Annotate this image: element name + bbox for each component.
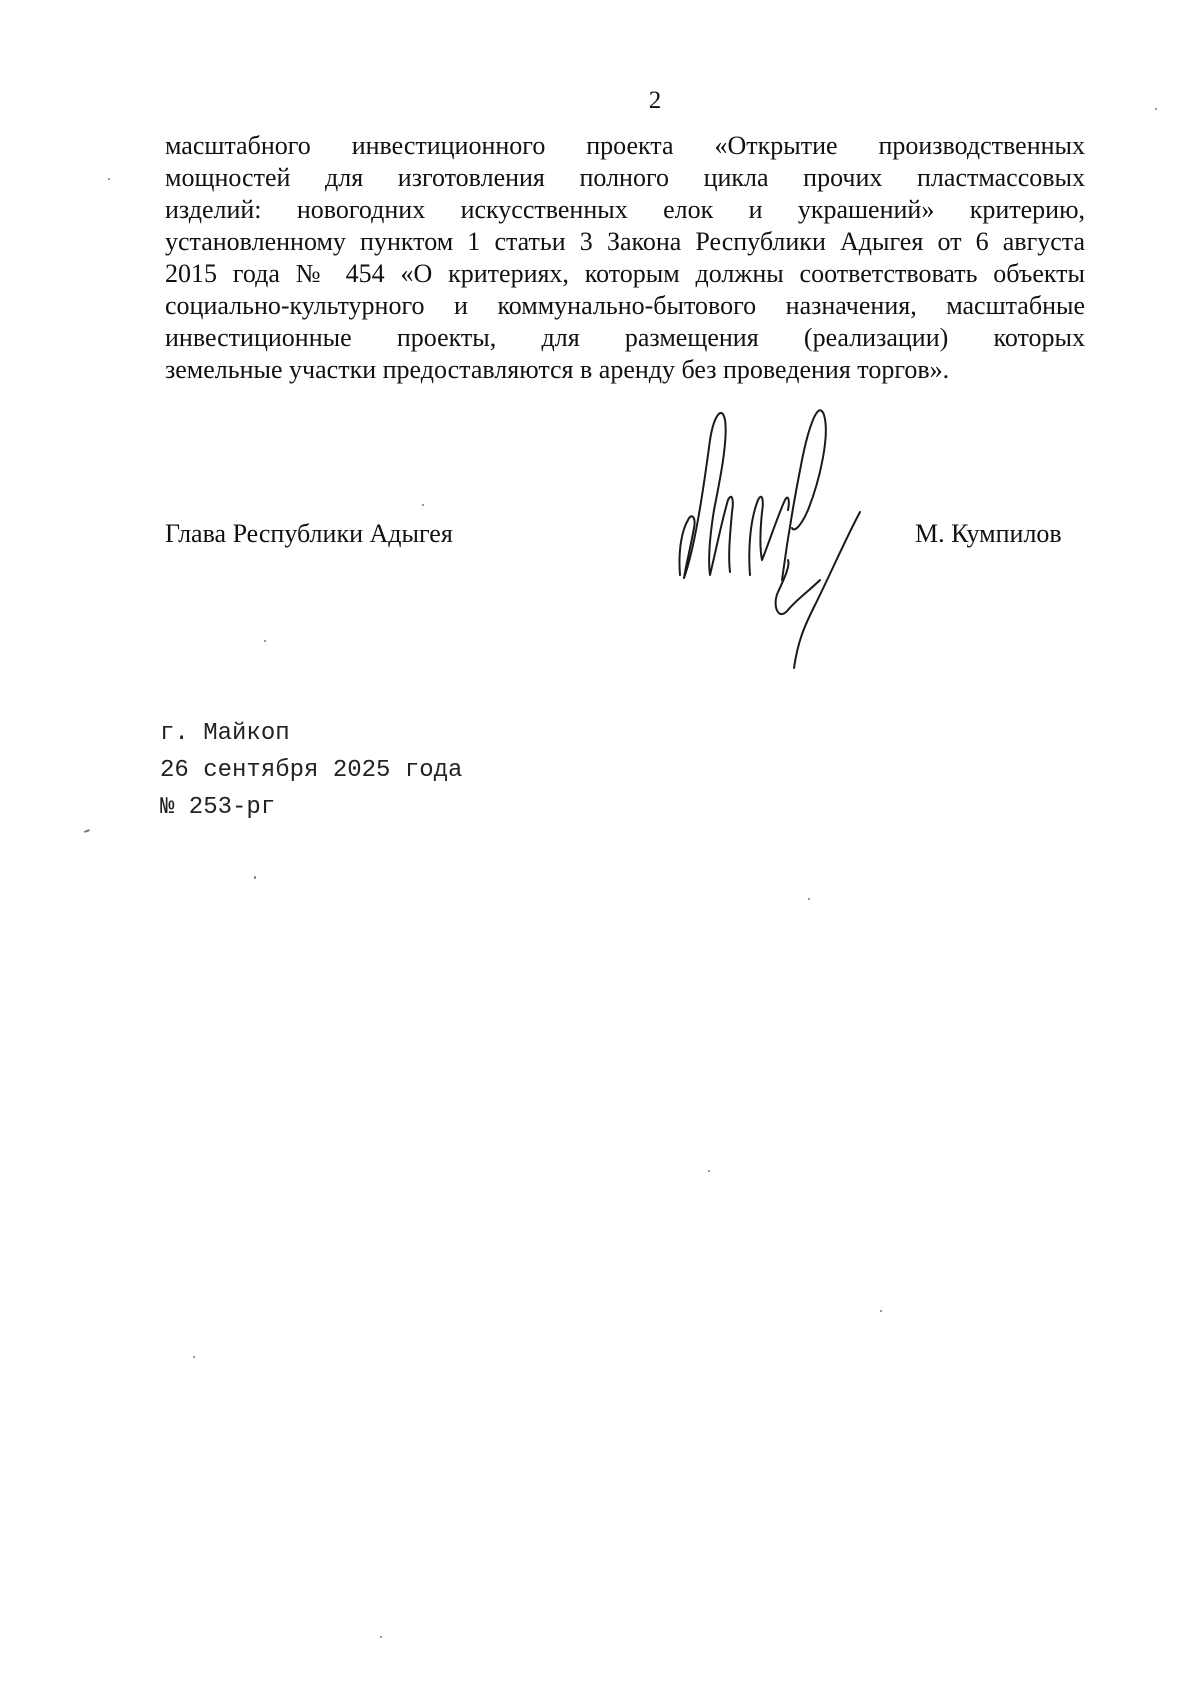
scan-speck (380, 1636, 382, 1638)
scan-speck (708, 1170, 710, 1172)
issue-date: 26 сентября 2025 года (160, 757, 463, 784)
scan-speck (1155, 108, 1157, 110)
document-number: № 253-рг (160, 794, 276, 821)
scan-speck (422, 504, 424, 506)
scan-speck (880, 1310, 882, 1312)
scan-speck (254, 876, 256, 879)
page-number: 2 (648, 87, 662, 114)
signatory-name: М. Кумпилов (915, 519, 1062, 548)
scan-speck (84, 829, 90, 833)
body-line: изделий: новогодних искусственных елок и украшений» критерию, (165, 195, 1085, 224)
body-line: 2015 года № 454 «О критериях, которым должны соответствовать объекты (165, 259, 1085, 288)
issue-city: г. Майкоп (160, 720, 290, 747)
body-line: социально-культурного и коммунально-бытового назначения, масштабные (165, 291, 1085, 320)
document-details (160, 715, 462, 826)
scan-speck (808, 898, 810, 900)
scan-speck (108, 178, 110, 180)
body-line: мощностей для изготовления полного цикла прочих пластмассовых (165, 163, 1085, 192)
scan-speck (264, 640, 266, 642)
body-paragraph (165, 130, 1085, 386)
handwritten-signature (670, 400, 870, 675)
body-line: земельные участки предоставляются в аренду без проведения торгов». (165, 355, 950, 384)
body-line: установленному пунктом 1 статьи 3 Закона Республики Адыгея от 6 августа (165, 227, 1085, 256)
body-line: масштабного инвестиционного проекта «Открытие производственных (165, 131, 1085, 160)
signatory-title: Глава Республики Адыгея (165, 519, 453, 548)
body-line: инвестиционные проекты, для размещения (реализации) которых (165, 323, 1085, 352)
scan-speck (193, 1356, 195, 1358)
